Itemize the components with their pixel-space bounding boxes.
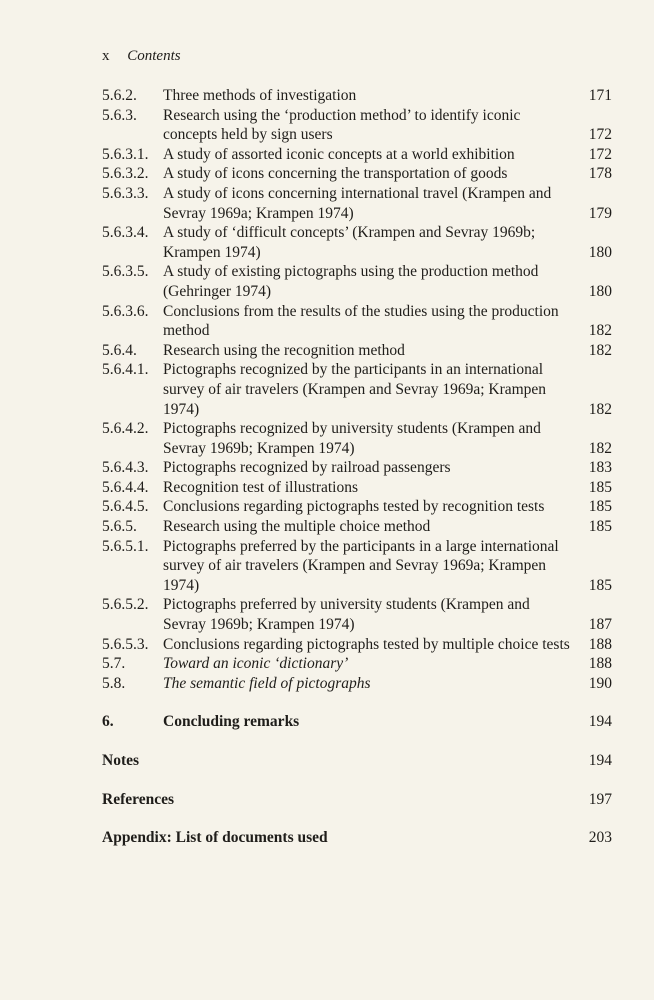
back-matter-entry[interactable] bbox=[102, 828, 612, 848]
section-title: Pictographs recognized by the participants in an international survey of air travelers (Krampen and Sevray 1969a; Krampen 1974) bbox=[163, 361, 547, 418]
section-number: 5.6.3.6. bbox=[102, 302, 149, 320]
toc-entry[interactable] bbox=[102, 478, 612, 498]
toc-entry[interactable] bbox=[102, 635, 612, 655]
chapter-number: 6. bbox=[102, 713, 114, 731]
section-page: 172 bbox=[588, 145, 612, 163]
toc-entry[interactable] bbox=[102, 164, 612, 184]
running-title: Contents bbox=[127, 48, 181, 64]
section-page: 171 bbox=[588, 87, 612, 104]
section-page: 178 bbox=[588, 165, 612, 183]
section-number: 5.6.4.2. bbox=[102, 420, 149, 438]
chapter-title: Concluding remarks bbox=[163, 713, 300, 731]
section-title: Research using the recognition method bbox=[163, 341, 405, 359]
section-number: 5.6.4. bbox=[102, 341, 137, 359]
section-title: Conclusions from the results of the studies using the production method bbox=[163, 302, 559, 340]
back-matter-title: References bbox=[102, 790, 175, 808]
section-title: A study of ‘difficult concepts’ (Krampen and Sevray 1969b; Krampen 1974) bbox=[163, 224, 536, 261]
toc-entries bbox=[102, 86, 612, 693]
back-matter bbox=[102, 751, 612, 848]
back-matter-page: 203 bbox=[588, 829, 612, 847]
section-number: 5.6.3. bbox=[102, 106, 137, 124]
section-title: The semantic field of pictographs bbox=[163, 674, 371, 692]
toc-entry[interactable] bbox=[102, 223, 612, 262]
section-number: 5.6.3.5. bbox=[102, 263, 149, 281]
section-page: 188 bbox=[588, 635, 612, 653]
section-number: 5.6.5. bbox=[102, 518, 137, 536]
back-matter-page: 194 bbox=[588, 752, 612, 769]
section-page: 187 bbox=[588, 616, 612, 634]
toc-entry[interactable] bbox=[102, 497, 612, 517]
section-title: A study of icons concerning the transportation of goods bbox=[163, 165, 508, 183]
section-page: 185 bbox=[588, 576, 612, 594]
toc-entry[interactable] bbox=[102, 86, 612, 106]
toc-entry[interactable] bbox=[102, 674, 612, 694]
section-title: Pictographs recognized by railroad passengers bbox=[163, 459, 451, 477]
toc-entry[interactable] bbox=[102, 419, 612, 458]
section-number: 5.6.3.2. bbox=[102, 165, 149, 183]
section-title: A study of existing pictographs using the production method (Gehringer 1974) bbox=[163, 263, 539, 300]
section-title: Research using the multiple choice method bbox=[163, 518, 431, 536]
section-number: 5.6.3.1. bbox=[102, 145, 149, 163]
section-number: 5.6.3.3. bbox=[102, 184, 149, 202]
back-matter-title: Appendix: List of documents used bbox=[102, 829, 328, 847]
back-matter-page: 197 bbox=[588, 790, 612, 808]
section-page: 188 bbox=[588, 655, 612, 673]
back-matter-title: Notes bbox=[102, 752, 140, 769]
section-title: Conclusions regarding pictographs tested by multiple choice tests bbox=[163, 635, 570, 653]
section-title: Pictographs recognized by university students (Krampen and Sevray 1969b; Krampen 1974) bbox=[163, 420, 541, 457]
back-matter-entry[interactable] bbox=[102, 751, 612, 771]
section-page: 180 bbox=[588, 243, 612, 261]
table-of-contents bbox=[102, 86, 612, 848]
section-page: 172 bbox=[588, 126, 612, 144]
toc-entry[interactable] bbox=[102, 106, 612, 145]
section-page: 182 bbox=[588, 341, 612, 359]
section-title: Three methods of investigation bbox=[163, 87, 357, 104]
toc-chapter-entry[interactable] bbox=[102, 712, 612, 732]
toc-entry[interactable] bbox=[102, 360, 612, 419]
back-matter-entry[interactable] bbox=[102, 790, 612, 810]
section-title: Pictographs preferred by university students (Krampen and Sevray 1969b; Krampen 1974) bbox=[163, 596, 530, 634]
toc-entry[interactable] bbox=[102, 654, 612, 674]
section-title: Recognition test of illustrations bbox=[163, 478, 359, 496]
toc-entry[interactable] bbox=[102, 262, 612, 301]
toc-entry[interactable] bbox=[102, 302, 612, 341]
toc-entry[interactable] bbox=[102, 145, 612, 165]
section-page: 183 bbox=[588, 459, 612, 477]
toc-entry[interactable] bbox=[102, 341, 612, 361]
section-number: 5.6.2. bbox=[102, 87, 137, 104]
section-title: Conclusions regarding pictographs tested by recognition tests bbox=[163, 498, 545, 516]
section-number: 5.6.5.3. bbox=[102, 635, 149, 653]
section-number: 5.6.4.5. bbox=[102, 498, 149, 516]
section-number: 5.6.5.1. bbox=[102, 537, 149, 555]
section-title: Pictographs preferred by the participants in a large international survey of air travelers (Krampen and Sevray 1969a; Krampen 1974) bbox=[163, 537, 559, 594]
section-page: 182 bbox=[588, 439, 612, 457]
section-page: 182 bbox=[588, 400, 612, 418]
toc-entry[interactable] bbox=[102, 517, 612, 537]
section-number: 5.8. bbox=[102, 674, 126, 692]
section-page: 190 bbox=[588, 674, 612, 692]
section-title: A study of assorted iconic concepts at a world exhibition bbox=[163, 145, 515, 163]
section-page: 179 bbox=[588, 204, 612, 222]
page-number: x bbox=[102, 48, 110, 64]
section-number: 5.6.3.4. bbox=[102, 224, 149, 242]
section-title: Research using the ‘production method’ to identify iconic concepts held by sign users bbox=[163, 106, 521, 144]
section-page: 185 bbox=[588, 478, 612, 496]
toc-entry[interactable] bbox=[102, 458, 612, 478]
section-number: 5.6.4.4. bbox=[102, 478, 149, 496]
section-page: 182 bbox=[588, 322, 612, 340]
running-head bbox=[102, 48, 181, 65]
chapter-page: 194 bbox=[588, 713, 612, 731]
section-number: 5.6.4.1. bbox=[102, 361, 149, 379]
section-page: 185 bbox=[588, 498, 612, 516]
section-title: A study of icons concerning international travel (Krampen and Sevray 1969a; Krampen 1974) bbox=[163, 184, 552, 222]
section-number: 5.6.4.3. bbox=[102, 459, 149, 477]
section-number: 5.6.5.2. bbox=[102, 596, 149, 614]
section-title: Toward an iconic ‘dictionary’ bbox=[163, 655, 349, 673]
toc-entry[interactable] bbox=[102, 184, 612, 223]
section-page: 180 bbox=[588, 282, 612, 300]
toc-entry[interactable] bbox=[102, 537, 612, 596]
section-number: 5.7. bbox=[102, 655, 126, 673]
toc-entry[interactable] bbox=[102, 595, 612, 634]
section-page: 185 bbox=[588, 518, 612, 536]
